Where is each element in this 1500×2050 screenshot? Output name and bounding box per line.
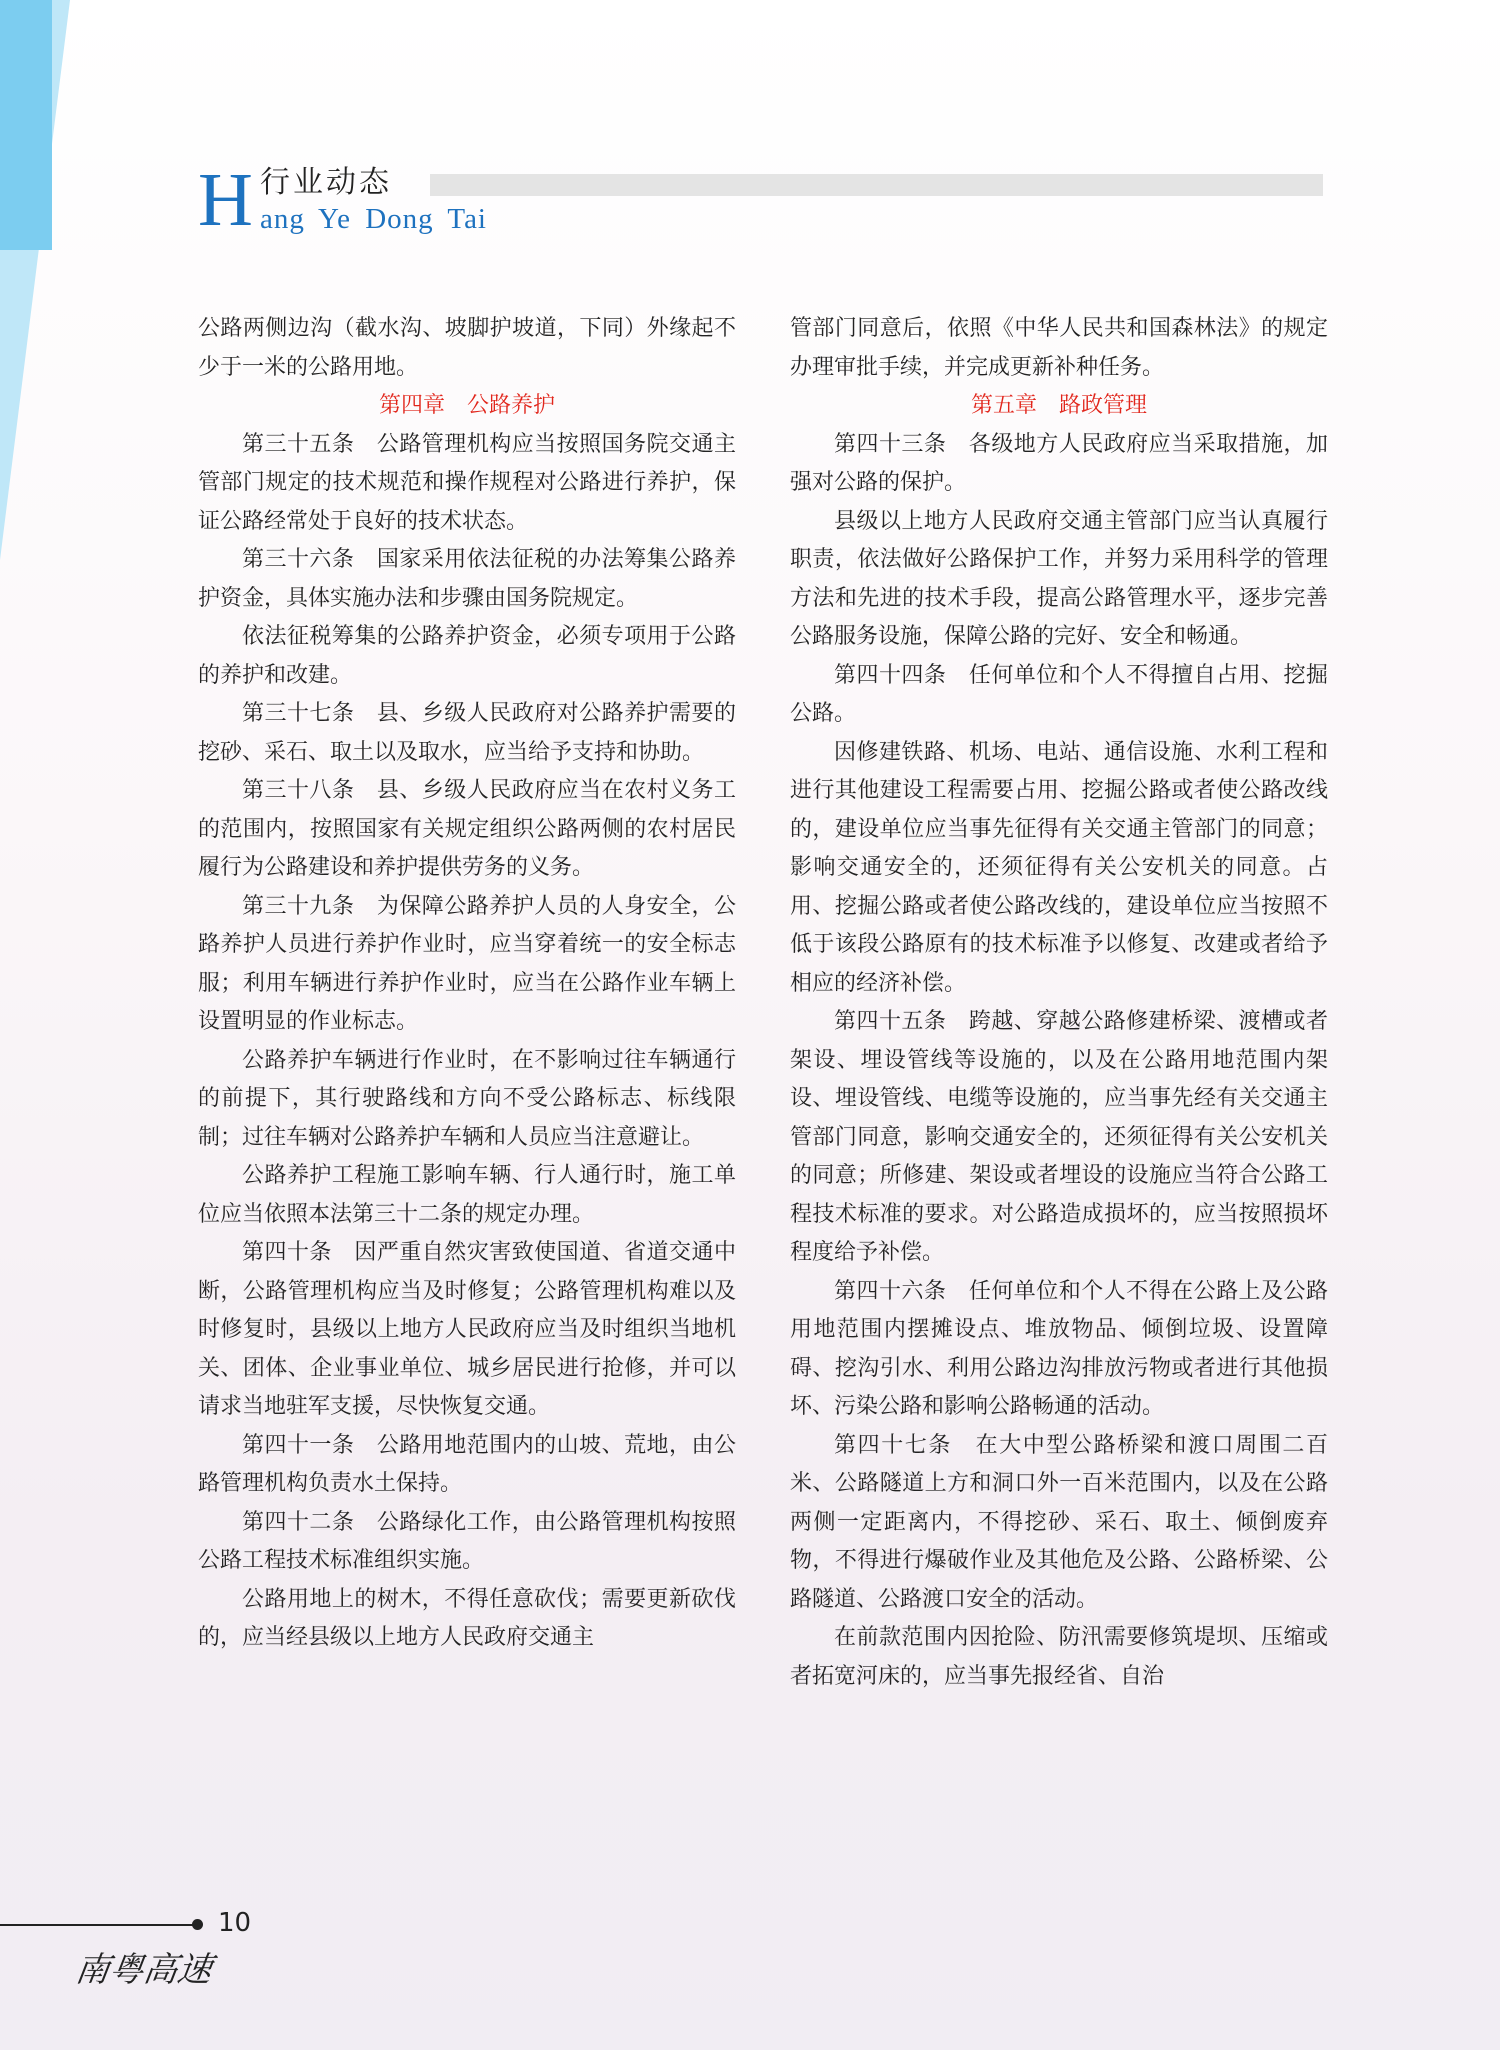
footer-rule: [0, 1924, 198, 1926]
chapter-heading: 第五章 路政管理: [970, 393, 1147, 418]
footer-dot: [192, 1919, 203, 1930]
paragraph: 第四十五条 跨越、穿越公路修建桥梁、渡槽或者架设、埋设管线等设施的，以及在公路用地范围内架设、埋设管线、电缆等设施的，应当事先经有关交通主管部门同意，影响交通安全的，还须征得有关公安机关的同意；所修建、架设或者埋设的设施应当符合公路工程技术标准的要求。对公路造成损坏的，应当按照损坏程度给予补偿。: [790, 1009, 1328, 1265]
header-initial: H: [198, 158, 253, 242]
paragraph: 第三十五条 公路管理机构应当按照国务院交通主管部门规定的技术规范和操作规程对公路进行养护，保证公路经常处于良好的技术状态。: [198, 431, 736, 534]
paragraph: 公路养护车辆进行作业时，在不影响过往车辆通行的前提下，其行驶路线和方向不受公路标志、标线限制；过往车辆对公路养护车辆和人员应当注意避让。: [198, 1047, 736, 1150]
paragraph: 第四十七条 在大中型公路桥梁和渡口周围二百米、公路隧道上方和洞口外一百米范围内，以及在公路两侧一定距离内，不得挖砂、采石、取土、倾倒废弃物，不得进行爆破作业及其他危及公路、公路桥梁、公路隧道、公路渡口安全的活动。: [790, 1432, 1328, 1612]
left-column: [198, 310, 736, 1658]
paragraph: 第三十六条 国家采用依法征税的办法筹集公路养护资金，具体实施办法和步骤由国务院规定。: [198, 547, 736, 611]
paragraph: 第四十三条 各级地方人民政府应当采取措施，加强对公路的保护。: [790, 431, 1328, 495]
paragraph: 第三十八条 县、乡级人民政府应当在农村义务工的范围内，按照国家有关规定组织公路两侧的农村居民履行为公路建设和养护提供劳务的义务。: [198, 778, 736, 880]
section-header: [198, 160, 1323, 240]
right-column: [790, 310, 1328, 1696]
paragraph: 县级以上地方人民政府交通主管部门应当认真履行职责，依法做好公路保护工作，并努力采用科学的管理方法和先进的技术手段，提高公路管理水平，逐步完善公路服务设施，保障公路的完好、安全和畅通。: [790, 508, 1328, 649]
paragraph: 公路两侧边沟（截水沟、坡脚护坡道，下同）外缘起不少于一米的公路用地。: [198, 316, 736, 380]
decorative-stripe-accent: [0, 0, 52, 250]
paragraph: 公路用地上的树木，不得任意砍伐；需要更新砍伐的，应当经县级以上地方人民政府交通主: [198, 1586, 736, 1650]
header-subtitle: ang Ye Dong Tai: [260, 203, 487, 235]
paragraph: 第四十六条 任何单位和个人不得在公路上及公路用地范围内摆摊设点、堆放物品、倾倒垃圾、设置障碍、挖沟引水、利用公路边沟排放污物或者进行其他损坏、污染公路和影响公路畅通的活动。: [790, 1278, 1328, 1419]
publication-logo: 南粤高速: [72, 1950, 215, 1990]
header-bar: [430, 174, 1323, 196]
header-title: 行业动态: [260, 165, 392, 200]
paragraph: 第四十条 因严重自然灾害致使国道、省道交通中断，公路管理机构应当及时修复；公路管理机构难以及时修复时，县级以上地方人民政府应当及时组织当地机关、团体、企业事业单位、城乡居民进行抢修，并可以请求当地驻军支援，尽快恢复交通。: [198, 1240, 736, 1419]
paragraph: 因修建铁路、机场、电站、通信设施、水利工程和进行其他建设工程需要占用、挖掘公路或者使公路改线的，建设单位应当事先征得有关交通主管部门的同意；影响交通安全的，还须征得有关公安机关的同意。占用、挖掘公路或者使公路改线的，建设单位应当按照不低于该段公路原有的技术标准予以修复、改建或者给予相应的经济补偿。: [790, 739, 1328, 996]
paragraph: 公路养护工程施工影响车辆、行人通行时，施工单位应当依照本法第三十二条的规定办理。: [198, 1163, 736, 1227]
paragraph: 第四十一条 公路用地范围内的山坡、荒地，由公路管理机构负责水土保持。: [198, 1432, 736, 1496]
paragraph: 第四十四条 任何单位和个人不得擅自占用、挖掘公路。: [790, 662, 1328, 726]
paragraph: 依法征税筹集的公路养护资金，必须专项用于公路的养护和改建。: [198, 624, 736, 688]
paragraph: 第四十二条 公路绿化工作，由公路管理机构按照公路工程技术标准组织实施。: [198, 1509, 736, 1573]
chapter-heading: 第四章 公路养护: [378, 393, 555, 418]
paragraph: 第三十七条 县、乡级人民政府对公路养护需要的挖砂、采石、取土以及取水，应当给予支持和协助。: [198, 701, 736, 765]
paragraph: 在前款范围内因抢险、防汛需要修筑堤坝、压缩或者拓宽河床的，应当事先报经省、自治: [790, 1625, 1328, 1689]
paragraph: 第三十九条 为保障公路养护人员的人身安全，公路养护人员进行养护作业时，应当穿着统一的安全标志服；利用车辆进行养护作业时，应当在公路作业车辆上设置明显的作业标志。: [198, 893, 736, 1034]
paragraph: 管部门同意后，依照《中华人民共和国森林法》的规定办理审批手续，并完成更新补种任务。: [790, 316, 1328, 380]
page-number: 10: [218, 1908, 252, 1938]
